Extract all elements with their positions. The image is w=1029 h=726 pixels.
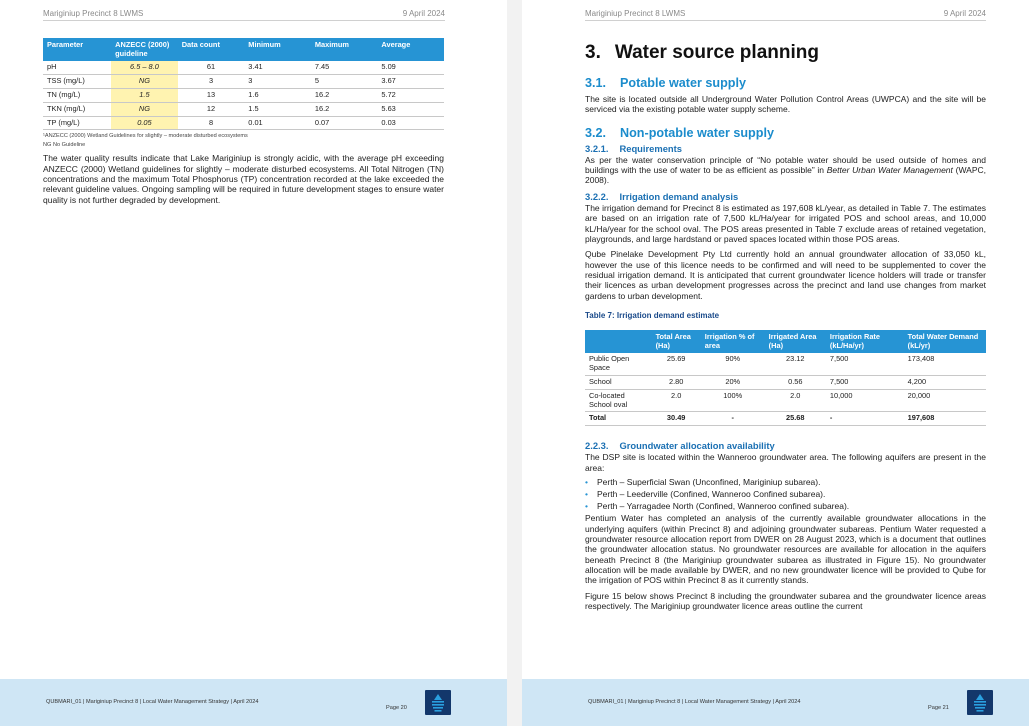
col-header-data-count: Data count	[178, 38, 245, 61]
cell-minimum: 1.5	[244, 102, 311, 116]
section-heading-3-2-2	[585, 191, 986, 202]
cell-data-count: 12	[178, 102, 245, 116]
cell-average: 3.67	[377, 74, 444, 88]
page-21-content	[585, 40, 986, 611]
irrigation-paragraph-1: The irrigation demand for Precinct 8 is estimated as 197,608 kL/year, as detailed in Table 7. The estimates are based on an irrigation rate of 7,500 kL/Ha/year for irrigated POS and school areas, and 10,000 kL/Ha/year for the school oval. The POS areas presented in Table 7 exclude areas of retained vegetation, playgrounds, and large hardstand or paved spaces located within those POS areas.	[585, 202, 986, 244]
heading-title: Potable water supply	[620, 76, 746, 90]
col-header-irrigation-pct: Irrigation % of area	[701, 330, 765, 353]
header-date: 9 April 2024	[402, 9, 445, 18]
irrigation-paragraph-2: Qube Pinelake Development Pty Ltd currently hold an annual groundwater allocation of 33,050 kL, however the use of this licence needs to be confirmed and will need to be supplemented to cover the residual irrigation demand. It is anticipated that current groundwater licence holders will trade or transfer their licences as urban development progresses across the precinct and land use changes from market gardens to urban development.	[585, 249, 986, 301]
heading-number: 3.2.1.	[585, 142, 609, 154]
cell-total-area: 30.49	[652, 412, 701, 426]
list-item	[585, 488, 986, 500]
page-gutter	[507, 0, 522, 726]
cell-maximum: 16.2	[311, 102, 378, 116]
cell-total-demand: 197,608	[904, 412, 986, 426]
col-header-total-demand: Total Water Demand (kL/yr)	[904, 330, 986, 353]
header-date: 9 April 2024	[943, 9, 986, 18]
page-footer	[0, 679, 507, 726]
potable-supply-paragraph: The site is located outside all Underground Water Pollution Control Areas (UWPCA) and the site will be serviced via the existing potable water supply scheme.	[585, 94, 986, 115]
cell-irrigation-rate: 10,000	[826, 389, 904, 412]
cell-total-label: Total	[585, 412, 652, 426]
heading-number: 3.1.	[585, 76, 607, 90]
bullet-icon: •	[585, 501, 588, 512]
col-header-blank	[585, 330, 652, 353]
cell-parameter: pH	[43, 61, 111, 74]
table-row	[43, 88, 444, 102]
col-header-guideline: ANZECC (2000) guideline	[111, 38, 178, 61]
water-drop-logo-icon	[425, 690, 451, 715]
table-7-caption: Table 7: Irrigation demand estimate	[585, 311, 720, 321]
col-header-maximum: Maximum	[311, 38, 378, 61]
cell-irrigation-rate: 7,500	[826, 375, 904, 389]
aquifer-text: Perth – Leederville (Confined, Wanneroo Confined subarea).	[597, 489, 826, 500]
col-header-minimum: Minimum	[244, 38, 311, 61]
table-row	[585, 389, 986, 412]
aquifer-text: Perth – Yarragadee North (Confined, Wanneroo confined subarea).	[597, 501, 850, 512]
cell-minimum: 3	[244, 74, 311, 88]
page-20	[0, 0, 507, 726]
cell-irrigation-pct: 20%	[701, 375, 765, 389]
cell-total-demand: 173,408	[904, 353, 986, 375]
cell-irrigation-pct: 90%	[701, 353, 765, 375]
cell-average: 0.03	[377, 116, 444, 130]
heading-title: Irrigation demand analysis	[619, 190, 739, 202]
cell-guideline: 0.05	[111, 116, 178, 130]
cell-parameter: TKN (mg/L)	[43, 102, 111, 116]
water-quality-paragraph: The water quality results indicate that Lake Mariginiup is strongly acidic, with the average pH exceeding ANZECC (2000) Wetland guidelines for slightly – moderate disturbed ecosystems. All Total Nitrogen (TN) concentrations and the maximum Total Phosphorus (TP) concentration recorded at the lake exceeded the relevant guideline values. Ongoing sampling will be required in future development stages to ensure water quality is not further degraded by development.	[43, 153, 444, 205]
heading-title: Requirements	[619, 142, 682, 154]
cell-data-count: 61	[178, 61, 245, 74]
cell-land-use: Co-located School oval	[585, 389, 652, 412]
cell-average: 5.72	[377, 88, 444, 102]
section-heading-3-2	[585, 126, 986, 140]
heading-number: 3.2.	[585, 125, 607, 140]
page-footer	[522, 679, 1029, 726]
running-header	[43, 9, 445, 21]
groundwater-paragraph-1: Pentium Water has completed an analysis of the currently available groundwater allocations in the underlying aquifers (within Precinct 8) and adjoining groundwater subareas. Pentium Water requested a groundwater resource allocation report from DWER on 28 August 2023, which is a document that outlines the groundwater allocation status. No groundwater resources are available for allocation in the aquifers beneath Precinct 8 (the Mariginiup groundwater subarea as illustrated in Figure 15). No groundwater allocation will be made available by DWER, and no new groundwater licence will be provided to Qube for the irrigation of POS within Precinct 8 as it currently stands.	[585, 513, 986, 586]
aquifer-list	[585, 476, 986, 512]
cell-land-use: School	[585, 375, 652, 389]
table-row	[43, 61, 444, 74]
cell-average: 5.63	[377, 102, 444, 116]
cell-average: 5.09	[377, 61, 444, 74]
cell-maximum: 0.07	[311, 116, 378, 130]
cell-total-demand: 20,000	[904, 389, 986, 412]
cell-minimum: 3.41	[244, 61, 311, 74]
page-number: Page 20	[386, 705, 407, 711]
cell-irrigation-rate: 7,500	[826, 353, 904, 375]
header-doc-title: Mariginiup Precinct 8 LWMS	[585, 9, 686, 18]
page-21	[522, 0, 1029, 726]
heading-number: 2.2.3.	[585, 440, 609, 452]
col-header-irrigated-area: Irrigated Area (Ha)	[765, 330, 826, 353]
section-heading-3	[585, 42, 986, 64]
cell-parameter: TN (mg/L)	[43, 88, 111, 102]
page-number: Page 21	[928, 705, 949, 711]
requirements-text-a: As per the water conservation principle of “No potable water should be used outside of homes and buildings with the use of water to be as efficient as possible” in	[585, 154, 986, 176]
groundwater-intro: The DSP site is located within the Wanneroo groundwater area. The following aquifers are present in the area:	[585, 452, 986, 473]
header-doc-title: Mariginiup Precinct 8 LWMS	[43, 9, 144, 18]
requirements-paragraph	[585, 155, 986, 186]
heading-title: Water source planning	[614, 42, 819, 63]
col-header-parameter: Parameter	[43, 38, 111, 61]
cell-total-area: 25.69	[652, 353, 701, 375]
cell-irrigated-area: 0.56	[765, 375, 826, 389]
water-quality-table	[43, 38, 444, 130]
cell-land-use: Public Open Space	[585, 353, 652, 375]
table-row	[585, 353, 986, 375]
table-row	[43, 74, 444, 88]
table-header-row	[585, 330, 986, 353]
cell-irrigation-pct: 100%	[701, 389, 765, 412]
cell-irrigation-rate: -	[826, 412, 904, 426]
heading-number: 3.2.2.	[585, 190, 609, 202]
footnote-anzecc: ¹ANZECC (2000) Wetland Guidelines for slightly – moderate disturbed ecosystems	[43, 133, 248, 140]
cell-irrigated-area: 23.12	[765, 353, 826, 375]
col-header-total-area: Total Area (Ha)	[652, 330, 701, 353]
cell-minimum: 1.6	[244, 88, 311, 102]
water-drop-logo-icon	[967, 690, 993, 715]
list-item	[585, 500, 986, 512]
requirements-text-b: (WAPC, 2008).	[585, 165, 986, 186]
cell-guideline: NG	[111, 102, 178, 116]
groundwater-paragraph-2: Figure 15 below shows Precinct 8 including the groundwater subarea and the groundwater licence areas respectively. The Mariginiup groundwater licence areas outline the current	[585, 590, 986, 612]
aquifer-text: Perth – Superficial Swan (Unconfined, Mariginiup subarea).	[597, 477, 821, 488]
footer-text: QUBMARI_01 | Mariginiup Precinct 8 | Local Water Management Strategy | April 2024	[588, 699, 801, 705]
table-footnotes	[43, 132, 444, 149]
page-20-content	[43, 38, 444, 205]
table-row	[585, 375, 986, 389]
heading-title: Non-potable water supply	[620, 125, 774, 140]
company-logo	[967, 690, 993, 715]
section-heading-3-2-3	[585, 440, 986, 451]
cell-total-area: 2.80	[652, 375, 701, 389]
table-header-row	[43, 38, 444, 61]
cell-irrigated-area: 2.0	[765, 389, 826, 412]
irrigation-demand-table	[585, 330, 986, 426]
cell-minimum: 0.01	[244, 116, 311, 130]
cell-maximum: 16.2	[311, 88, 378, 102]
section-heading-3-2-1	[585, 143, 986, 154]
col-header-average: Average	[377, 38, 444, 61]
running-header	[585, 9, 986, 21]
cell-total-demand: 4,200	[904, 375, 986, 389]
cell-maximum: 5	[311, 74, 378, 88]
table-row	[43, 102, 444, 116]
section-heading-3-1	[585, 76, 986, 90]
cell-data-count: 13	[178, 88, 245, 102]
cell-parameter: TSS (mg/L)	[43, 74, 111, 88]
bullet-icon: •	[585, 489, 588, 500]
heading-number: 3.	[585, 42, 601, 63]
cell-total-area: 2.0	[652, 389, 701, 412]
cell-guideline: 6.5 – 8.0	[111, 61, 178, 74]
cell-data-count: 8	[178, 116, 245, 130]
cell-maximum: 7.45	[311, 61, 378, 74]
requirements-text-italic: Better Urban Water Management	[826, 165, 953, 176]
company-logo	[425, 690, 451, 715]
footnote-ng: NG No Guideline	[43, 141, 86, 148]
bullet-icon: •	[585, 477, 588, 488]
cell-guideline: NG	[111, 74, 178, 88]
cell-parameter: TP (mg/L)	[43, 116, 111, 130]
cell-data-count: 3	[178, 74, 245, 88]
cell-guideline: 1.5	[111, 88, 178, 102]
cell-irrigation-pct: -	[701, 412, 765, 426]
cell-irrigated-area: 25.68	[765, 412, 826, 426]
table-total-row	[585, 412, 986, 426]
heading-title: Groundwater allocation availability	[619, 440, 775, 452]
list-item	[585, 476, 986, 488]
table-row	[43, 116, 444, 130]
footer-text: QUBMARI_01 | Mariginiup Precinct 8 | Local Water Management Strategy | April 2024	[46, 699, 259, 705]
col-header-irrigation-rate: Irrigation Rate (kL/Ha/yr)	[826, 330, 904, 353]
